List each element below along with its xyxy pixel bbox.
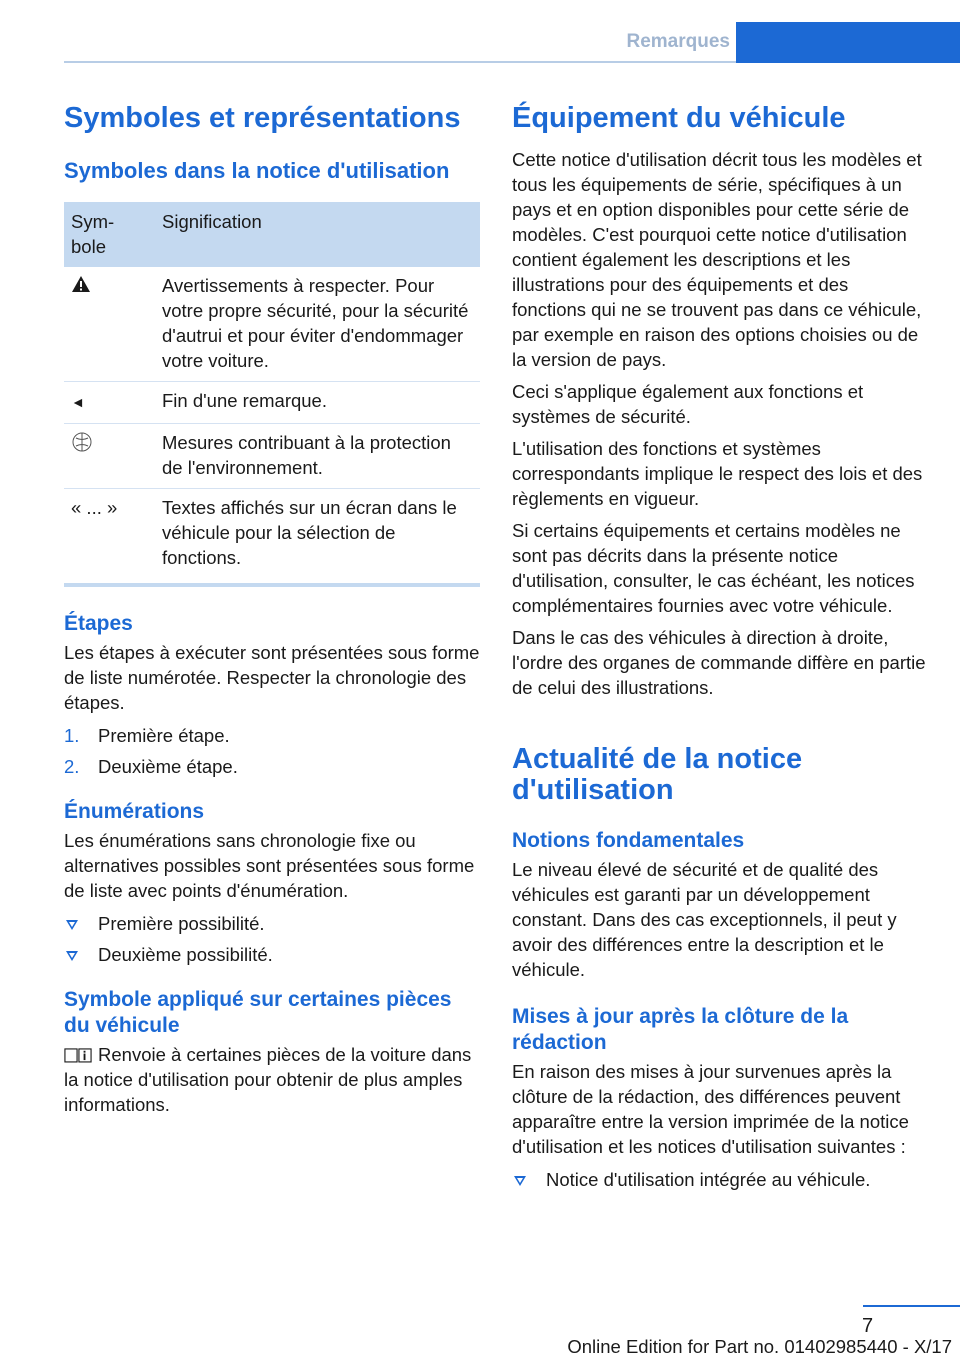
mises-heading: Mises à jour après la clôture de la rédaction [512, 1005, 849, 1054]
table-row [64, 382, 480, 424]
table-header-row [64, 202, 480, 267]
list-item: 1. Première étape. [64, 725, 230, 746]
right-column [512, 100, 926, 1192]
table-row [64, 267, 480, 382]
notions-heading: Notions fondamentales [512, 829, 745, 852]
table-cell-meaning: Mesures contribuant à la protection de l'environnement. [155, 424, 480, 489]
actualite-title: Actualité de la notice d'utilisation [512, 743, 803, 806]
table-cell-symbol: « ... » [71, 497, 118, 518]
etapes-text: Les étapes à exécuter sont présentées sous forme de liste numérotée. Respecter la chronologie des étapes. [64, 642, 480, 713]
bullet-list [512, 1167, 926, 1192]
section-title: Symboles et représentations [64, 102, 461, 134]
paragraph: Cette notice d'utilisation décrit tous les modèles et tous les équipements de série, spécifiques à un pays et en option disponibles pour cette série de modèles. C'est pourquoi cette notice d'utilisation contient également les descriptions et les illustrations pour des équipements et des fonctions qui ne se trouvent pas dans ce véhicule, par exemple en raison des options choisies ou de la version de pays. [512, 149, 922, 370]
symbole-text: Renvoie à certaines pièces de la voiture dans la notice d'utilisation pour obtenir de plus amples informations. [64, 1044, 472, 1115]
paragraph: Si certains équipements et certains modèles ne sont pas décrits dans la présente notice d'utilisation, consulter, le cas échéant, les notices complémentaires fournies avec votre véhicule. [512, 520, 915, 616]
mises-text: En raison des mises à jour survenues après la clôture de la rédaction, des différences peuvent apparaître entre la version imprimée de la notice d'utilisation et les notices d'utilisation suivantes : [512, 1061, 909, 1157]
table-header-meaning: Signification [155, 202, 480, 267]
bullet-triangle-icon [66, 951, 78, 961]
section-label: Remarques [626, 31, 730, 52]
left-column [64, 100, 480, 1117]
page-number: 7 [862, 1315, 874, 1337]
header-tab-block [736, 22, 960, 63]
table-cell-meaning: Avertissements à respecter. Pour votre propre sécurité, pour la sécurité d'autrui et pour éviter d'endommager votre voiture. [155, 267, 480, 382]
header-rule [64, 61, 736, 63]
table-header-symbol: Sym‐ bole [64, 202, 155, 267]
environment-icon [71, 431, 93, 453]
bullet-list [64, 911, 480, 967]
list-item: 2. Deuxième étape. [64, 756, 238, 777]
paragraph: L'utilisation des fonctions et systèmes correspondants implique le respect des lois et des règlements en vigueur. [512, 438, 923, 509]
list-item: Deuxième possibilité. [64, 942, 480, 967]
table-cell-symbol [64, 424, 155, 489]
paragraph: Dans le cas des véhicules à direction à droite, l'ordre des organes de commande diffère en partie de celui des illustrations. [512, 627, 926, 698]
numbered-list [64, 723, 480, 779]
notions-text: Le niveau élevé de sécurité et de qualité des véhicules est garanti par un développement constant. Dans des cas exceptionnels, il peut y avoir des différences entre la description et le véhicule. [512, 859, 897, 980]
symbole-heading: Symbole appliqué sur certaines pièces du véhicule [64, 988, 452, 1037]
warning-triangle-icon [71, 275, 91, 293]
table-cell-meaning: Textes affichés sur un écran dans le véhicule pour la sélection de fonctions. [162, 497, 457, 568]
bullet-triangle-icon [514, 1176, 526, 1186]
subsection-title: Symboles dans la notice d'utilisation [64, 158, 450, 183]
symbols-table [64, 202, 480, 583]
book-reference-icon [64, 1046, 92, 1063]
equipement-title: Équipement du véhicule [512, 102, 846, 134]
footer-rule [863, 1305, 960, 1307]
etapes-heading: Étapes [64, 612, 133, 635]
table-row [64, 489, 480, 584]
edition-footer: Online Edition for Part no. 01402985440 - X/17 [567, 1336, 952, 1357]
enumerations-text: Les énumérations sans chronologie fixe ou alternatives possibles sont présentées sous forme de liste avec points d'énumération. [64, 830, 475, 901]
table-cell-symbol [64, 382, 155, 424]
table-bottom-rule [64, 583, 480, 587]
bullet-triangle-icon [66, 920, 78, 930]
table-cell-symbol [64, 267, 155, 382]
list-item: Notice d'utilisation intégrée au véhicule. [512, 1167, 926, 1192]
paragraph: Ceci s'applique également aux fonctions et systèmes de sécurité. [512, 381, 864, 427]
end-marker-icon: ◄ [71, 394, 85, 410]
list-item: Première possibilité. [64, 911, 480, 936]
table-row [64, 424, 480, 489]
enumerations-heading: Énumérations [64, 800, 205, 823]
table-cell-meaning: Fin d'une remarque. [155, 382, 480, 424]
